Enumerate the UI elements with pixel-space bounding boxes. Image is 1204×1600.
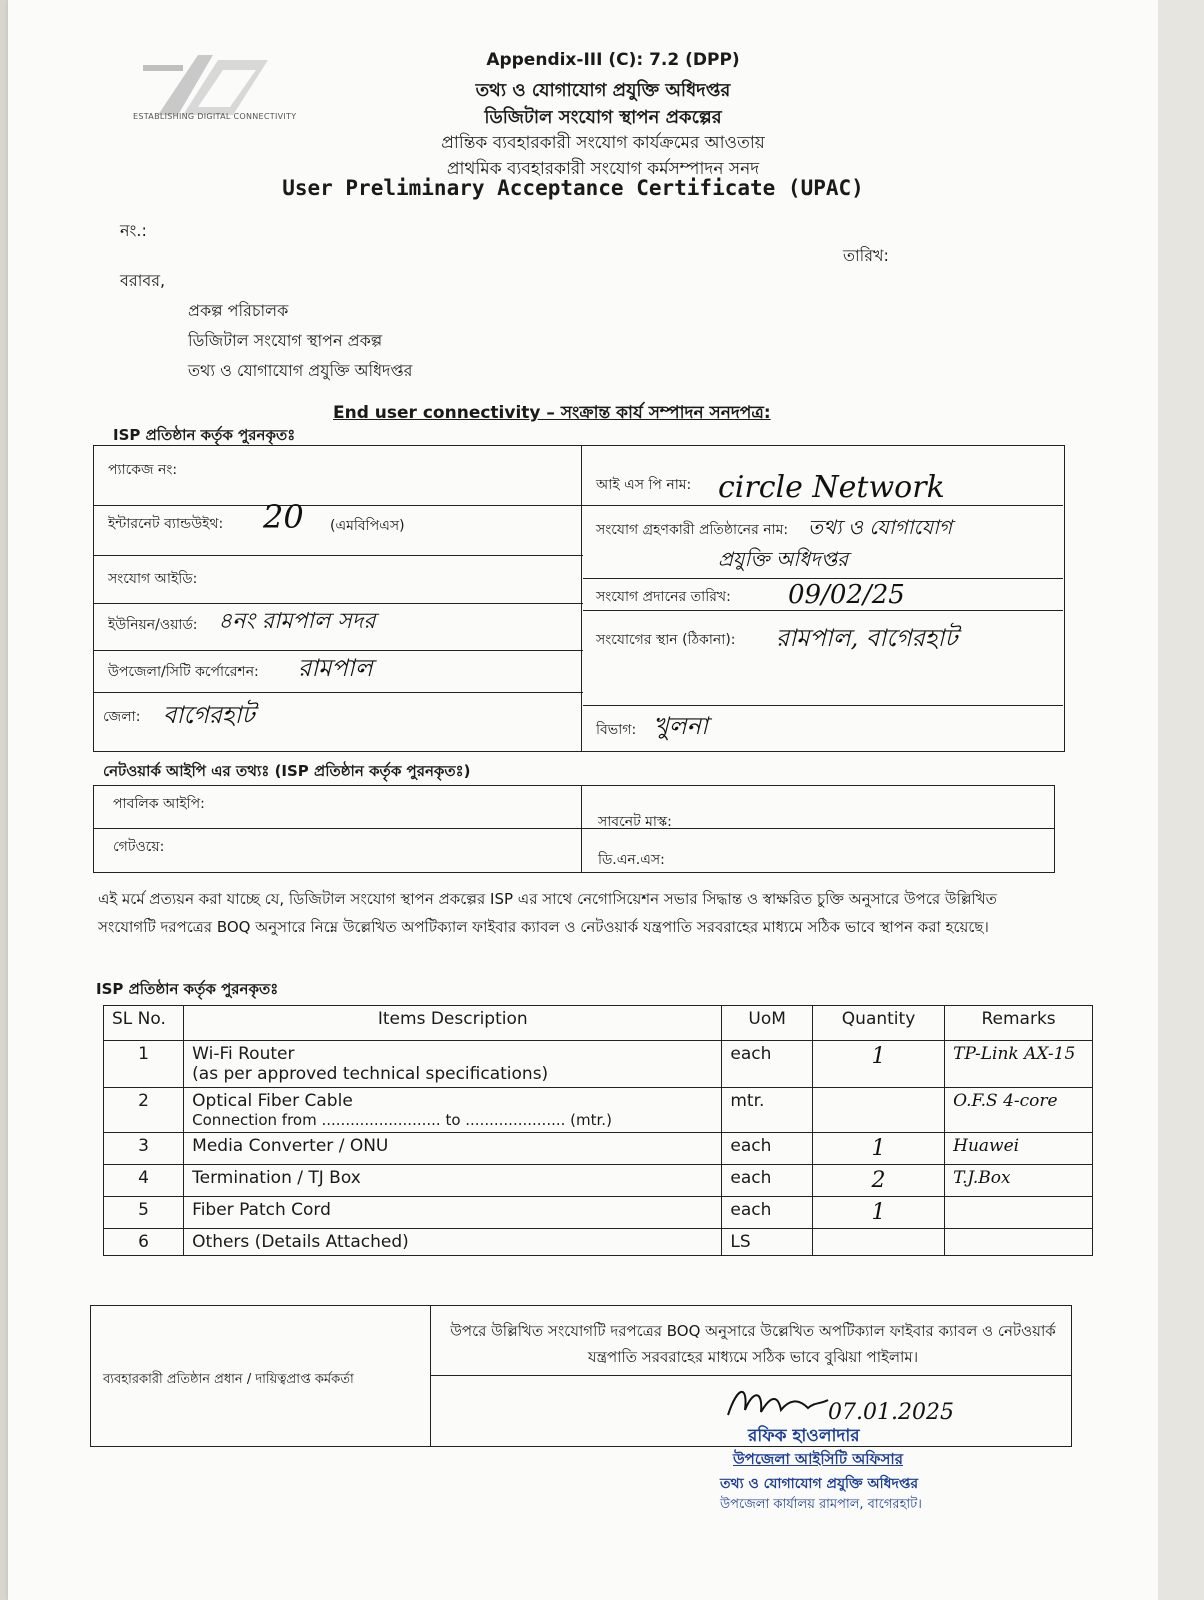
receiver-value-line1: তথ্য ও যোগাযোগ [808, 515, 953, 539]
union-value: ৪নং রামপাল সদর [218, 609, 376, 634]
col-remarks: Remarks [945, 1006, 1093, 1041]
isp-name-label: আই এস পি নাম: [596, 477, 692, 493]
isp-name-value: circle Network [718, 470, 945, 505]
addressee-line3: তথ্য ও যোগাযোগ প্রযুক্তি অধিদপ্তর [188, 361, 413, 380]
signoff-statement: উপরে উল্লিখিত সংযোগটি দরপত্রের BOQ অনুসারে উল্লেখিত অপটিক্যাল ফাইবার ক্যাবল ও নেটওয়ার্ক যন্ত্রপাতি সরবরাহের মাধ্যমে সঠিক ভাবে বুঝিয়া পাইলাম। [450, 1322, 1056, 1366]
certificate-title-bn: প্রাথমিক ব্যবহারকারী সংযোগ কর্মসম্পাদন সনদ [446, 159, 760, 179]
row-uom: each [722, 1197, 813, 1229]
col-uom: UoM [722, 1006, 813, 1041]
signature-date: 07.01.2025 [828, 1400, 954, 1425]
row-description [184, 1088, 722, 1133]
row-remarks: O.F.S 4-core [945, 1088, 1093, 1133]
items-table [103, 1005, 1093, 1256]
connection-date-value: 09/02/25 [788, 580, 905, 610]
addressee-line1: প্রকল্প পরিচালক [188, 301, 289, 320]
row-desc-main: Optical Fiber Cable [192, 1091, 353, 1111]
row-description: Others (Details Attached) [184, 1229, 722, 1256]
bandwidth-value: 20 [263, 498, 304, 536]
upazila-label: উপজেলা/সিটি কর্পোরেশন: [108, 664, 259, 680]
signature [723, 1380, 833, 1425]
package-label: প্যাকেজ নং: [108, 462, 178, 478]
row-uom: mtr. [722, 1088, 813, 1133]
row-quantity: 1 [812, 1197, 944, 1229]
row-description: Fiber Patch Cord [184, 1197, 722, 1229]
district-value: বাগেরহাট [163, 701, 255, 729]
connection-date-label: সংযোগ প্রদানের তারিখ: [596, 589, 731, 605]
logo-tagline: ESTABLISHING DIGITAL CONNECTIVITY [133, 112, 297, 121]
row-sl: 6 [104, 1229, 184, 1256]
table-row [104, 1041, 1093, 1088]
location-value: রামপাল, বাগেরহাট [776, 624, 958, 652]
location-label: সংযোগের স্থান (ঠিকানা): [596, 632, 736, 648]
receiver-label: সংযোগ গ্রহণকারী প্রতিষ্ঠানের নাম: [596, 522, 789, 538]
union-label: ইউনিয়ন/ওয়ার্ড: [108, 617, 198, 633]
row-remarks: TP-Link AX-15 [945, 1041, 1093, 1088]
ref-number-label: নং.: [120, 221, 147, 240]
row-uom: each [722, 1165, 813, 1197]
signoff-left-label: ব্যবহারকারী প্রতিষ্ঠান প্রধান / দায়িত্বপ্রাপ্ত কর্মকর্তা [103, 1372, 354, 1387]
row-description: Media Converter / ONU [184, 1133, 722, 1165]
upazila-value: রামপাল [298, 654, 373, 682]
stamp-office: উপজেলা কার্যালয় রামপাল, বাগেরহাট। [720, 1497, 922, 1512]
row-remarks [945, 1229, 1093, 1256]
col-sl: SL No. [104, 1006, 184, 1041]
appendix-label: Appendix-III (C): 7.2 (DPP) [486, 50, 740, 70]
division-label: বিভাগ: [596, 722, 637, 738]
stamp-department: তথ্য ও যোগাযোগ প্রযুক্তি অধিদপ্তর [720, 1476, 919, 1492]
row-desc-sub: (as per approved technical specifications) [192, 1064, 549, 1084]
row-remarks: Huawei [945, 1133, 1093, 1165]
col-description: Items Description [184, 1006, 722, 1041]
table-row [104, 1133, 1093, 1165]
declaration-text: এই মর্মে প্রত্যয়ন করা যাচ্ছে যে, ডিজিটাল সংযোগ স্থাপন প্রকল্পের ISP এর সাথে নেগোসিয়েশন সভার সিদ্ধান্ত ও স্বাক্ষরিত চুক্তি অনুসারে উপরে উল্লিখিত সংযোগটি দরপত্রের BOQ অনুসারে নিম্নে উল্লেখিত অপটিক্যাল ফাইবার ক্যাবল ও নেটওয়ার্ক যন্ত্রপাতি সরবরাহের মাধ্যমে সঠিক ভাবে স্থাপন করা হয়েছে। [98, 890, 997, 936]
row-quantity [812, 1229, 944, 1256]
project-name: ডিজিটাল সংযোগ স্থাপন প্রকল্পের [484, 107, 722, 128]
background-document-edge [1158, 0, 1204, 1600]
network-info-table [93, 785, 1055, 873]
row-quantity: 1 [812, 1041, 944, 1088]
receiver-value-line2: প্রযুক্তি অধিদপ্তর [718, 547, 849, 571]
stamp-name: রফিক হাওলাদার [748, 1426, 860, 1446]
subject-line: End user connectivity – সংক্রান্ত কার্য সম্পাদন সনদপত্র: [333, 403, 771, 423]
row-sl: 2 [104, 1088, 184, 1133]
district-label: জেলা: [103, 709, 141, 725]
program-name: প্রান্তিক ব্যবহারকারী সংযোগ কার্যক্রমের আওতায় [441, 133, 765, 153]
connection-id-label: সংযোগ আইডি: [108, 571, 198, 587]
row-description: Termination / TJ Box [184, 1165, 722, 1197]
table-row [104, 1229, 1093, 1256]
network-section-title: নেটওয়ার্ক আইপি এর তথ্যঃ (ISP প্রতিষ্ঠান কর্তৃক পুরনকৃতঃ) [103, 762, 471, 780]
row-remarks: T.J.Box [945, 1165, 1093, 1197]
row-uom: each [722, 1041, 813, 1088]
dns-label: ডি.এন.এস: [598, 852, 665, 868]
row-desc-sub: Connection from ......................... to ..................... (mtr.) [192, 1111, 612, 1129]
addressee-line2: ডিজিটাল সংযোগ স্থাপন প্রকল্প [188, 331, 383, 350]
table-row [104, 1197, 1093, 1229]
isp-fill-label-items: ISP প্রতিষ্ঠান কর্তৃক পুরনকৃতঃ [96, 980, 279, 998]
row-remarks [945, 1197, 1093, 1229]
row-quantity: 1 [812, 1133, 944, 1165]
table-row [104, 1165, 1093, 1197]
date-label: তারিখ: [843, 246, 889, 265]
certificate-page [8, 0, 1158, 1600]
addressee-to: বরাবর, [120, 271, 166, 290]
row-quantity: 2 [812, 1165, 944, 1197]
row-sl: 3 [104, 1133, 184, 1165]
row-description [184, 1041, 722, 1088]
gateway-label: গেটওয়ে: [113, 839, 165, 855]
public-ip-label: পাবলিক আইপি: [113, 796, 205, 812]
row-uom: each [722, 1133, 813, 1165]
row-quantity [812, 1088, 944, 1133]
bandwidth-label: ইন্টারনেট ব্যান্ডউইথ: [108, 516, 224, 532]
row-sl: 1 [104, 1041, 184, 1088]
subnet-mask-label: সাবনেট মাস্ক: [598, 814, 672, 830]
row-sl: 4 [104, 1165, 184, 1197]
col-quantity: Quantity [812, 1006, 944, 1041]
items-header-row [104, 1006, 1093, 1041]
row-uom: LS [722, 1229, 813, 1256]
bandwidth-unit: (এমবিপিএস) [330, 518, 405, 534]
row-sl: 5 [104, 1197, 184, 1229]
stamp-title: উপজেলা আইসিটি অফিসার [733, 1450, 904, 1468]
department-name: তথ্য ও যোগাযোগ প্রযুক্তি অধিদপ্তর [475, 80, 731, 101]
row-desc-main: Wi-Fi Router [192, 1044, 295, 1064]
isp-fill-label: ISP প্রতিষ্ঠান কর্তৃক পুরনকৃতঃ [113, 426, 296, 444]
division-value: খুলনা [653, 712, 708, 740]
certificate-title-en: User Preliminary Acceptance Certificate (UPAC) [282, 176, 864, 200]
table-row [104, 1088, 1093, 1133]
